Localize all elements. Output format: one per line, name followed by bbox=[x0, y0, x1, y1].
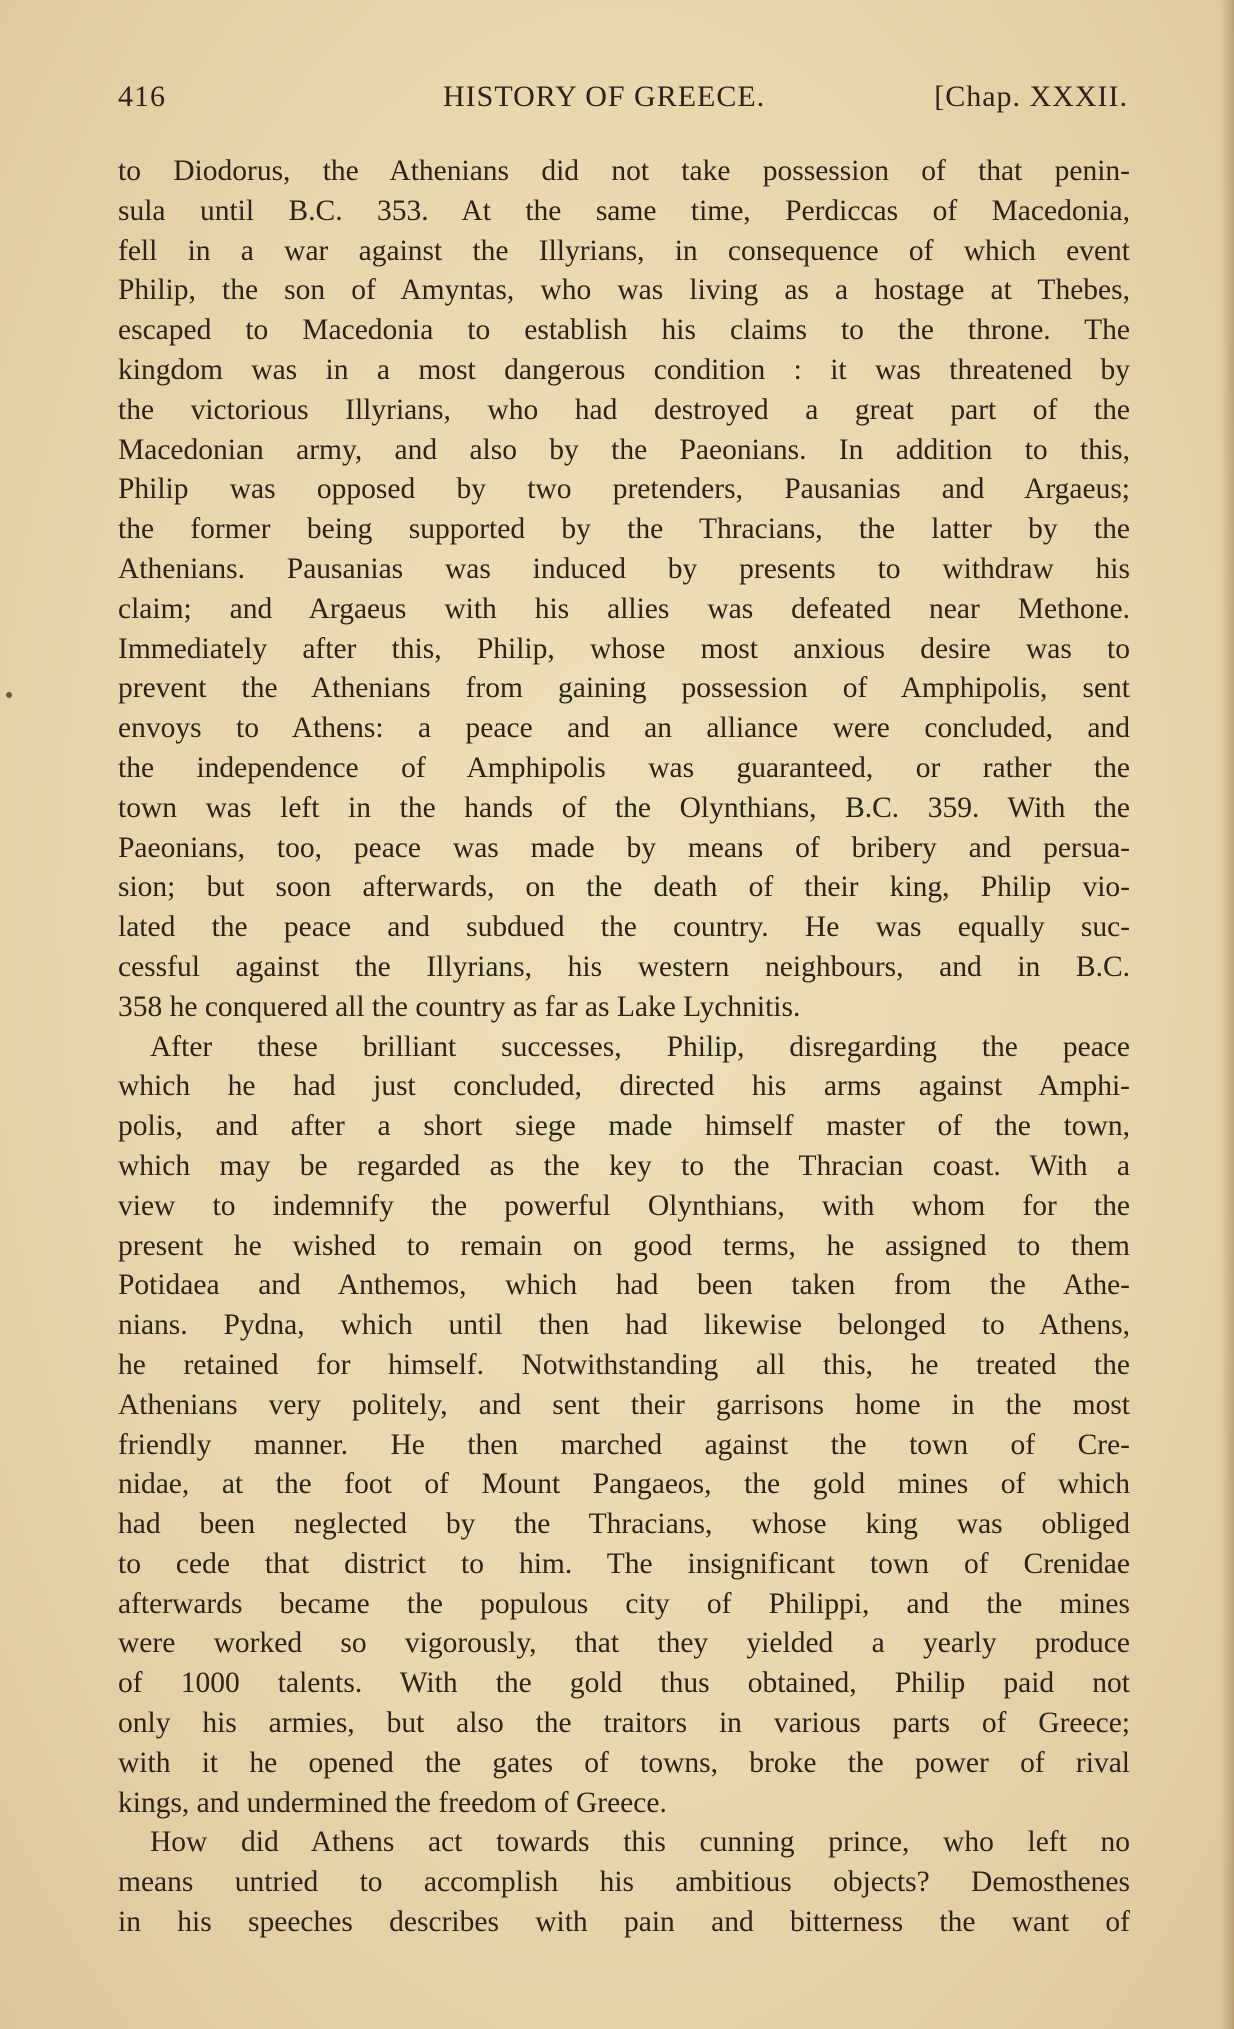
text-line: Macedonian army, and also by the Paeonians. In addition to this, bbox=[118, 433, 1130, 466]
text-line: means untried to accomplish his ambitious objects? Demosthenes bbox=[118, 1866, 1130, 1899]
text-line: he retained for himself. Notwithstanding all this, he treated the bbox=[118, 1348, 1130, 1381]
text-line: escaped to Macedonia to establish his claims to the throne. The bbox=[118, 314, 1130, 347]
text-line: Immediately after this, Philip, whose most anxious desire was to bbox=[118, 632, 1130, 665]
text-line: with it he opened the gates of towns, broke the power of rival bbox=[118, 1746, 1130, 1779]
text-line: prevent the Athenians from gaining possession of Amphipolis, sent bbox=[118, 672, 1130, 705]
text-line: Philip was opposed by two pretenders, Pausanias and Argaeus; bbox=[118, 473, 1130, 506]
text-line: town was left in the hands of the Olynthians, B.C. 359. With the bbox=[118, 791, 1130, 824]
text-line: sion; but soon afterwards, on the death of their king, Philip vio- bbox=[118, 871, 1130, 904]
page-edge-shadow bbox=[1220, 0, 1234, 2029]
book-title: HISTORY OF GREECE. bbox=[443, 80, 766, 113]
text-line: Athenians. Pausanias was induced by presents to withdraw his bbox=[118, 552, 1130, 585]
text-line: view to indemnify the powerful Olynthians, with whom for the bbox=[118, 1189, 1130, 1222]
text-line: claim; and Argaeus with his allies was defeated near Methone. bbox=[118, 592, 1130, 625]
text-line: lated the peace and subdued the country. He was equally suc- bbox=[118, 911, 1130, 944]
text-line: which may be regarded as the key to the Thracian coast. With a bbox=[118, 1149, 1130, 1182]
text-line: Potidaea and Anthemos, which had been taken from the Athe- bbox=[118, 1269, 1130, 1302]
text-line: had been neglected by the Thracians, whose king was obliged bbox=[118, 1508, 1130, 1541]
text-line: which he had just concluded, directed his arms against Amphi- bbox=[118, 1070, 1130, 1103]
chapter-reference: [Chap. XXXII. bbox=[934, 80, 1128, 113]
text-line: to cede that district to him. The insignificant town of Crenidae bbox=[118, 1547, 1130, 1580]
text-line: were worked so vigorously, that they yielded a yearly produce bbox=[118, 1627, 1130, 1660]
text-line: sula until B.C. 353. At the same time, Perdiccas of Macedonia, bbox=[118, 194, 1130, 227]
page-number: 416 bbox=[118, 80, 166, 113]
text-line: nians. Pydna, which until then had likewise belonged to Athens, bbox=[118, 1309, 1130, 1342]
text-line: envoys to Athens: a peace and an alliance were concluded, and bbox=[118, 712, 1130, 745]
text-line: afterwards became the populous city of Philippi, and the mines bbox=[118, 1587, 1130, 1620]
margin-dot-mark bbox=[6, 692, 12, 698]
paragraph-start-line: After these brilliant successes, Philip, disregarding the peace bbox=[150, 1030, 1130, 1063]
text-line: friendly manner. He then marched against the town of Cre- bbox=[118, 1428, 1130, 1461]
text-line: of 1000 talents. With the gold thus obtained, Philip paid not bbox=[118, 1667, 1130, 1700]
text-line: kingdom was in a most dangerous condition : it was threatened by bbox=[118, 353, 1130, 386]
text-line: Athenians very politely, and sent their garrisons home in the most bbox=[118, 1388, 1130, 1421]
text-line: 358 he conquered all the country as far as Lake Lychnitis. bbox=[118, 990, 801, 1023]
body-text bbox=[118, 152, 1130, 1943]
text-line: polis, and after a short siege made himself master of the town, bbox=[118, 1110, 1130, 1143]
text-line: only his armies, but also the traitors in various parts of Greece; bbox=[118, 1707, 1130, 1740]
text-line: kings, and undermined the freedom of Greece. bbox=[118, 1786, 667, 1819]
text-line: in his speeches describes with pain and bitterness the want of bbox=[118, 1906, 1130, 1939]
text-line: present he wished to remain on good terms, he assigned to them bbox=[118, 1229, 1130, 1262]
text-line: the victorious Illyrians, who had destroyed a great part of the bbox=[118, 393, 1130, 426]
text-line: fell in a war against the Illyrians, in consequence of which event bbox=[118, 234, 1130, 267]
paragraph-start-line: How did Athens act towards this cunning prince, who left no bbox=[150, 1826, 1130, 1859]
text-line: the independence of Amphipolis was guaranteed, or rather the bbox=[118, 751, 1130, 784]
text-line: the former being supported by the Thracians, the latter by the bbox=[118, 513, 1130, 546]
text-line: Philip, the son of Amyntas, who was living as a hostage at Thebes, bbox=[118, 274, 1130, 307]
running-head bbox=[118, 80, 1128, 124]
text-line: nidae, at the foot of Mount Pangaeos, the gold mines of which bbox=[118, 1468, 1130, 1501]
text-line: Paeonians, too, peace was made by means of bribery and persua- bbox=[118, 831, 1130, 864]
text-line: to Diodorus, the Athenians did not take possession of that penin- bbox=[118, 155, 1130, 187]
text-line: cessful against the Illyrians, his western neighbours, and in B.C. bbox=[118, 950, 1130, 983]
